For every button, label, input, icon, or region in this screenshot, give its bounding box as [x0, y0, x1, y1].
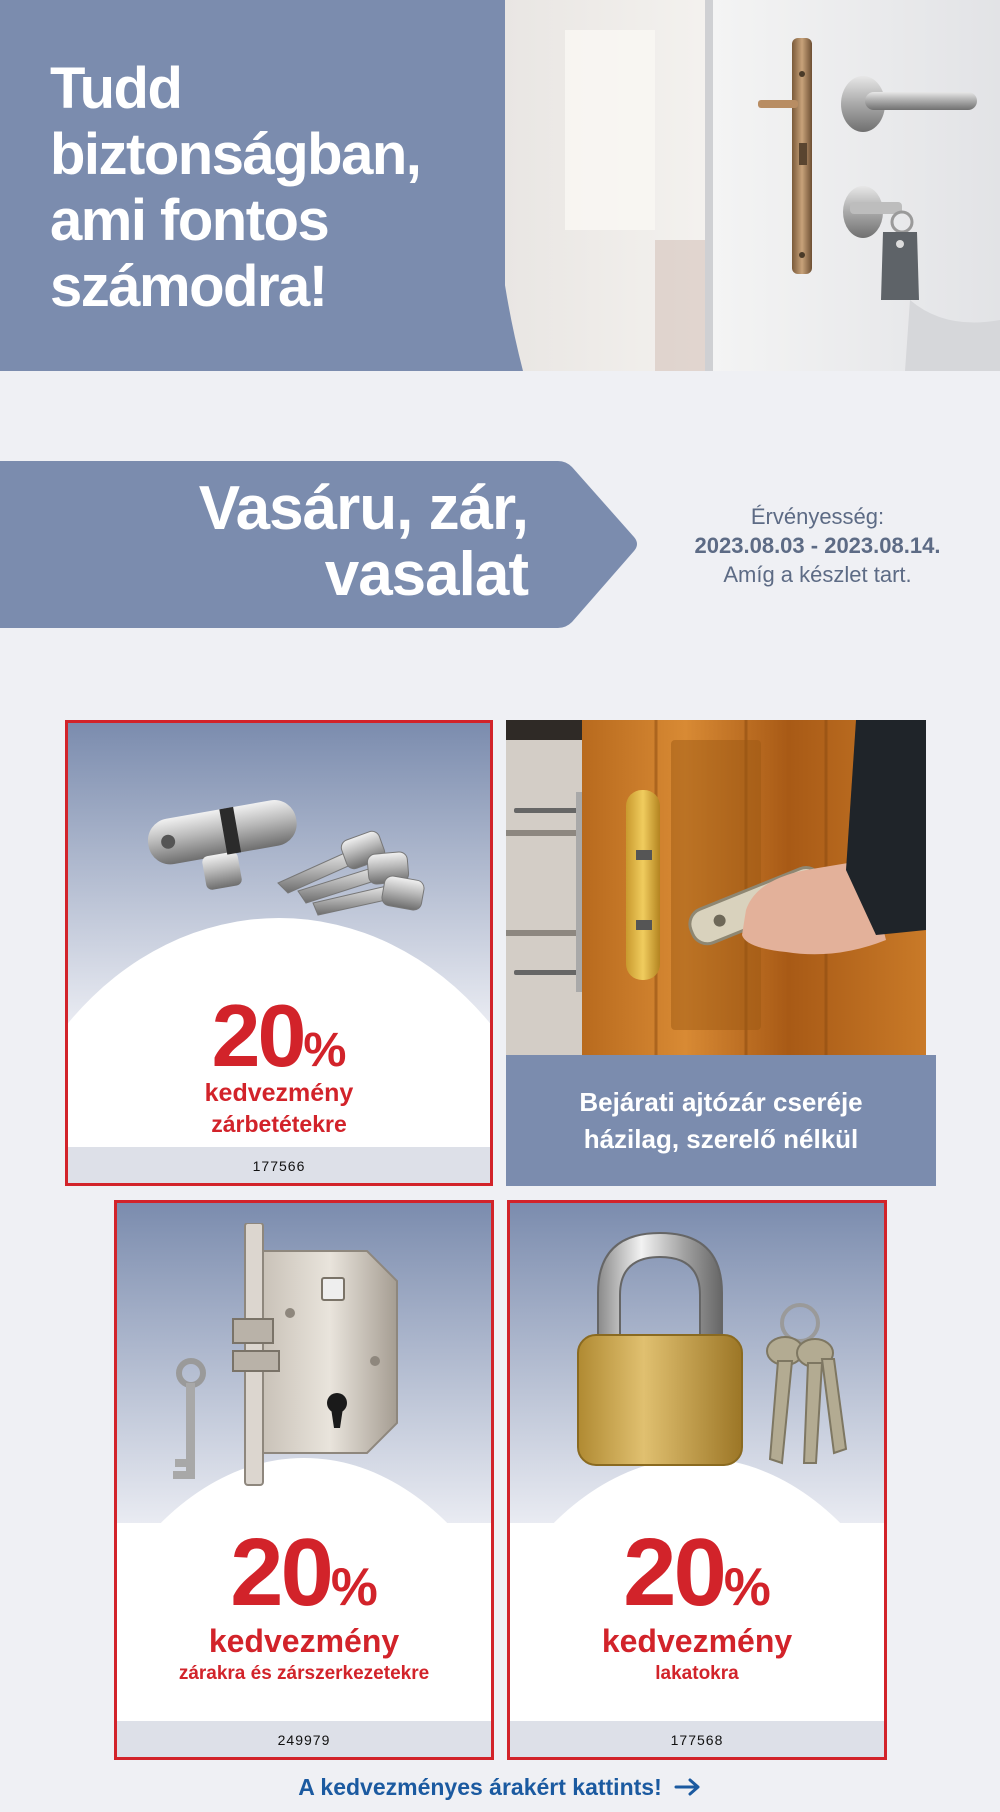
hero-title: Tudd biztonságban, ami fontos számodra!: [50, 56, 421, 319]
lock-cylinder-with-keys-icon: [138, 763, 438, 943]
product-code: 177568: [510, 1721, 884, 1757]
discount-label: kedvezmény: [204, 1079, 354, 1107]
validity-info: [665, 502, 970, 589]
discount-label: kedvezmény: [601, 1623, 793, 1659]
category-title: Vasáru, zár, vasalat: [198, 474, 528, 609]
product-code: 249979: [117, 1721, 491, 1757]
article-tile[interactable]: [506, 720, 936, 1186]
product-code: 177566: [68, 1147, 490, 1183]
padlock-with-keys-icon: [560, 1223, 850, 1483]
hand-installing-door-lock-photo: [506, 720, 926, 1055]
discount-percent: 20%: [623, 1519, 771, 1626]
validity-dates: 2023.08.03 - 2023.08.14.: [694, 533, 941, 558]
discount-card-locks[interactable]: [114, 1200, 494, 1760]
discount-subject: zárakra és zárszerkezetekre: [178, 1663, 430, 1684]
discount-subject: lakatokra: [655, 1663, 739, 1684]
discount-card-cylinders[interactable]: [65, 720, 493, 1186]
mortise-lock-with-key-icon: [167, 1223, 447, 1493]
validity-label: Érvényesség:: [750, 504, 885, 529]
discount-card-padlocks[interactable]: [507, 1200, 887, 1760]
door-lock-with-key-photo: [505, 0, 1000, 371]
cta-label[interactable]: A kedvezményes árakért kattints!: [298, 1773, 662, 1800]
article-title[interactable]: Bejárati ajtózár cseréje házilag, szerelő nélkül: [579, 1086, 863, 1154]
discount-percent: 20%: [230, 1519, 378, 1626]
validity-note: Amíg a készlet tart.: [723, 562, 912, 587]
discount-percent: 20%: [211, 986, 347, 1085]
arrow-right-icon[interactable]: [674, 1777, 702, 1797]
article-caption-box: [506, 1055, 936, 1186]
discount-prices-link[interactable]: [0, 1770, 1000, 1804]
hero-banner: [0, 0, 1000, 371]
discount-subject: zárbetétekre: [211, 1111, 347, 1137]
discount-label: kedvezmény: [208, 1623, 400, 1659]
